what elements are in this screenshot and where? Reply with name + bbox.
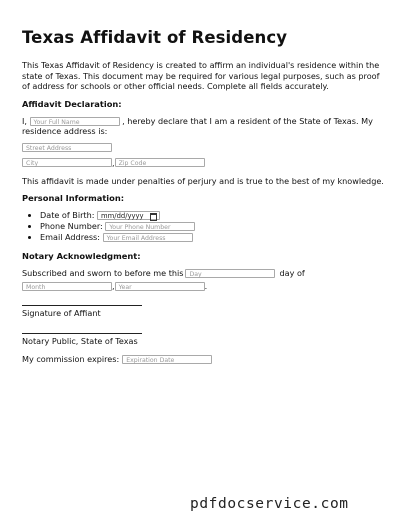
year-input[interactable]: Year — [115, 282, 205, 291]
email-item — [40, 232, 384, 243]
commission-label: My commission expires: — [22, 354, 120, 364]
dob-date-input[interactable] — [97, 211, 160, 220]
footer-watermark: pdfdocservice.com — [190, 496, 349, 512]
declaration-prefix: I, — [22, 115, 27, 126]
full-name-input[interactable]: Your Full Name — [30, 117, 120, 126]
day-of-text: day of — [279, 268, 305, 278]
page-title: Texas Affidavit of Residency — [22, 28, 288, 47]
declaration-text — [22, 116, 384, 137]
calendar-icon — [150, 213, 157, 221]
subscribed-text: Subscribed and sworn to before me this — [22, 268, 184, 278]
email-input[interactable]: Your Email Address — [103, 233, 193, 242]
city-zip-comma: , — [112, 157, 115, 168]
notary-public-label: Notary Public, State of Texas — [22, 335, 138, 346]
intro-text: This Texas Affidavit of Residency is created to affirm an individual's residence within the state of Texas. This document may be required for various legal purposes, such as proof of address for schools or other official needs. Complete all fields accurately. — [22, 60, 380, 91]
personal-info-list — [22, 210, 384, 243]
notary-heading: Notary Acknowledgment: — [22, 251, 141, 261]
month-year-comma: , — [112, 281, 115, 291]
email-label: Email Address: — [40, 232, 100, 242]
zip-code-input[interactable]: Zip Code — [115, 158, 205, 167]
date-period: . — [204, 281, 208, 291]
personal-heading: Personal Information: — [22, 193, 125, 203]
dob-format: mm/dd/yyyy — [101, 212, 144, 220]
city-input[interactable]: City — [22, 158, 112, 167]
dob-item — [40, 210, 384, 221]
phone-label: Phone Number: — [40, 221, 103, 231]
month-input[interactable]: Month — [22, 282, 112, 291]
declaration-statement: , hereby declare that I am a resident of the State of Texas. My residence address is: — [22, 115, 373, 136]
affiant-signature-label: Signature of Affiant — [22, 308, 101, 318]
affidavit-form — [22, 28, 384, 364]
street-address-input[interactable]: Street Address — [22, 143, 112, 152]
expiration-date-input[interactable]: Expiration Date — [122, 355, 212, 364]
phone-item — [40, 221, 384, 232]
declaration-heading: Affidavit Declaration: — [22, 98, 122, 109]
notary-signature-line[interactable] — [22, 333, 142, 334]
affiant-signature-line[interactable] — [22, 305, 142, 306]
perjury-statement: This affidavit is made under penalties of perjury and is true to the best of my knowledge. — [22, 175, 384, 186]
dob-label: Date of Birth: — [40, 210, 95, 220]
phone-input[interactable]: Your Phone Number — [105, 222, 195, 231]
day-input[interactable]: Day — [185, 269, 275, 278]
